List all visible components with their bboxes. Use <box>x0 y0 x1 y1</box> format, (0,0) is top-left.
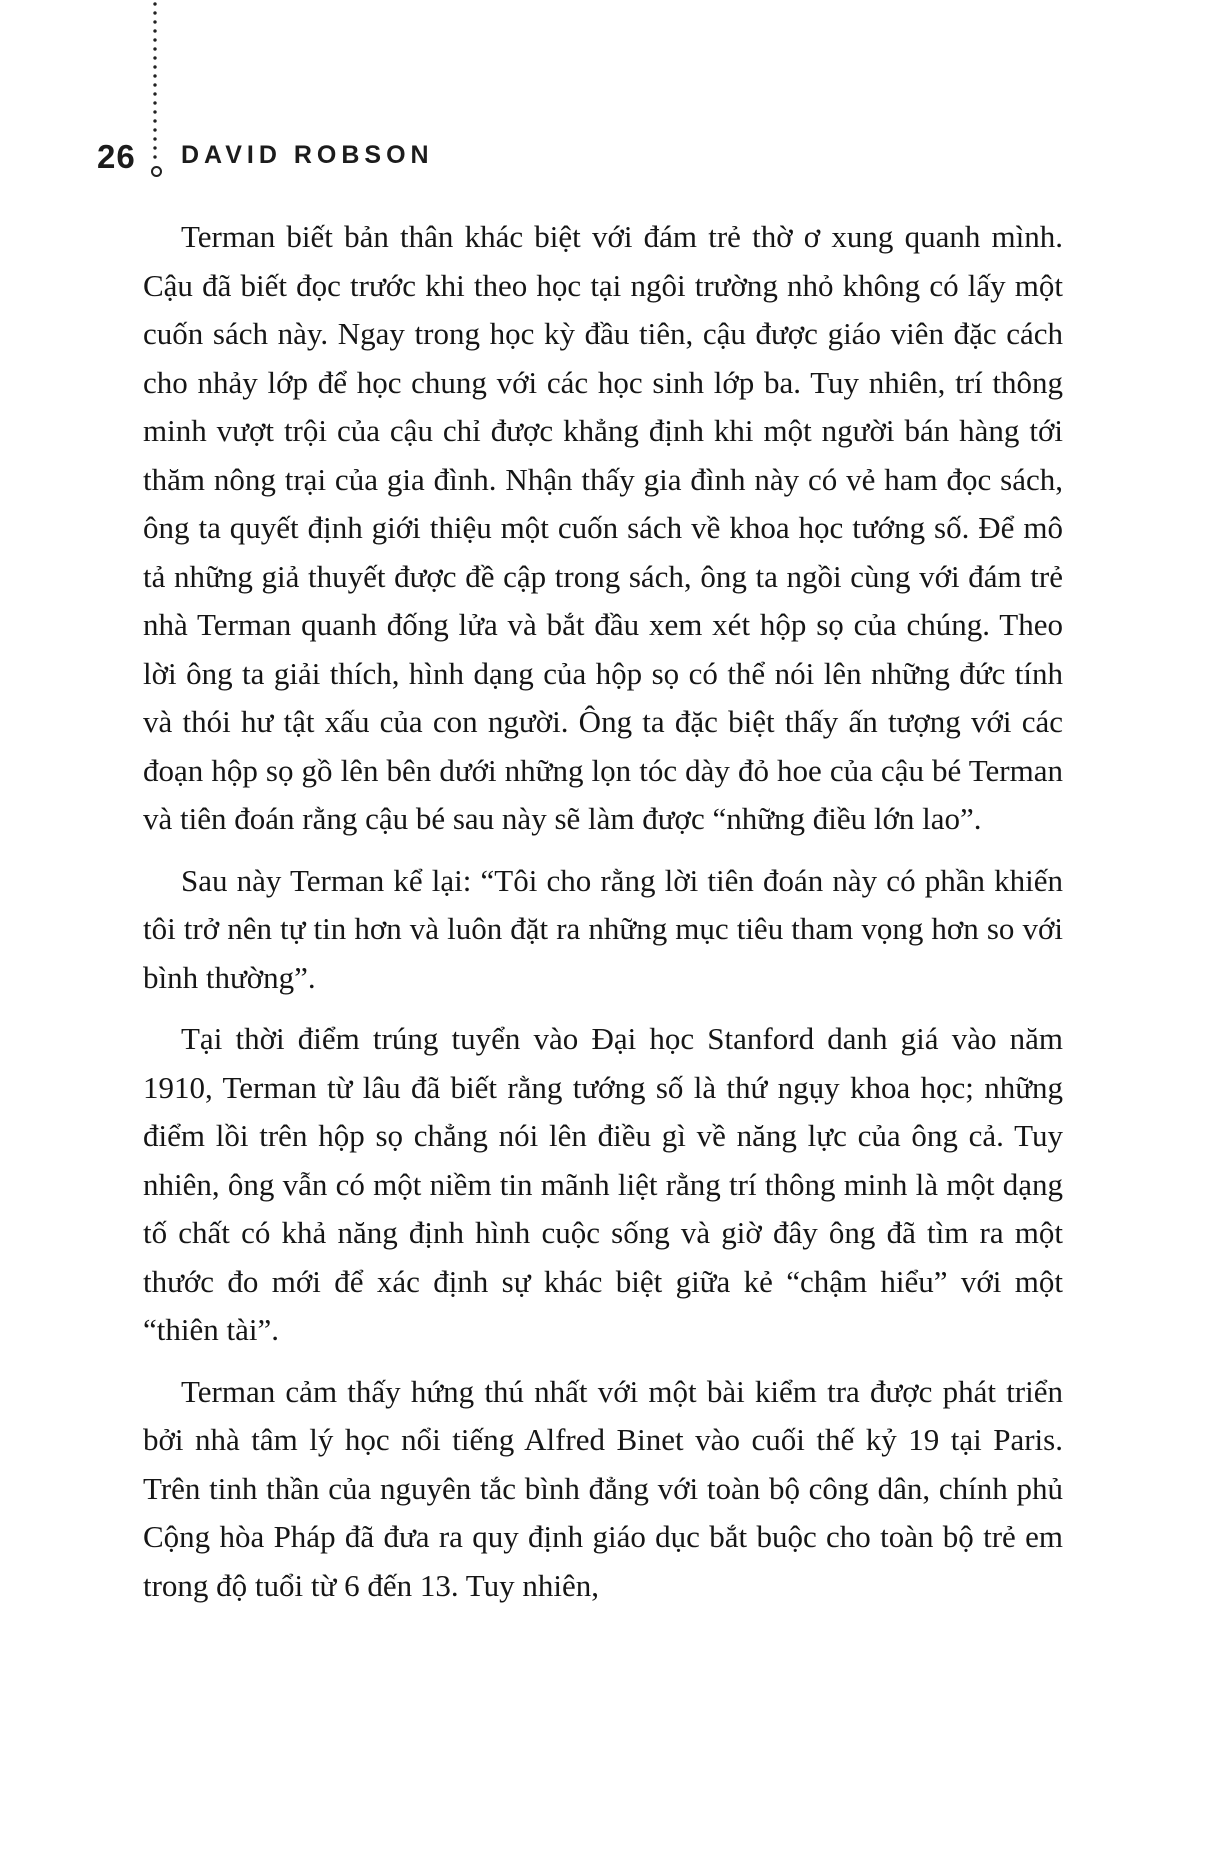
body-text-block <box>143 213 1063 1623</box>
page-number: 26 <box>97 138 136 175</box>
running-head-author: DAVID ROBSON <box>181 141 434 169</box>
dotted-vertical-rule <box>153 0 157 163</box>
paragraph-4: Terman cảm thấy hứng thú nhất với một bài kiểm tra được phát triển bởi nhà tâm lý học nổi tiếng Alfred Binet vào cuối thế kỷ 19 tại Paris. Trên tinh thần của nguyên tắc bình đẳng với toàn bộ công dân, chính phủ Cộng hòa Pháp đã đưa ra quy định giáo dục bắt buộc cho toàn bộ trẻ em trong độ tuổi từ 6 đến 13. Tuy nhiên, <box>143 1373 1063 1603</box>
paragraph-2: Sau này Terman kể lại: “Tôi cho rằng lời tiên đoán này có phần khiến tôi trở nên tự tin hơn và luôn đặt ra những mục tiêu tham vọng hơn so với bình thường”. <box>143 862 1063 995</box>
paragraph-3: Tại thời điểm trúng tuyển vào Đại học Stanford danh giá vào năm 1910, Terman từ lâu đã biết rằng tướng số là thứ ngụy khoa học; những điểm lồi trên hộp sọ chẳng nói lên điều gì về năng lực của ông cả. Tuy nhiên, ông vẫn có một niềm tin mãnh liệt rằng trí thông minh là một dạng tố chất có khả năng định hình cuộc sống và giờ đây ông đã tìm ra một thước đo mới để xác định sự khác biệt giữa kẻ “chậm hiểu” với một “thiên tài”. <box>143 1021 1063 1347</box>
rule-end-circle-icon <box>151 166 162 177</box>
paragraph-1: Terman biết bản thân khác biệt với đám trẻ thờ ơ xung quanh mình. Cậu đã biết đọc trước khi theo học tại ngôi trường nhỏ không có lấy một cuốn sách này. Ngay trong học kỳ đầu tiên, cậu được giáo viên đặc cách cho nhảy lớp để học chung với các học sinh lớp ba. Tuy nhiên, trí thông minh vượt trội của cậu chỉ được khẳng định khi một người bán hàng tới thăm nông trại của gia đình. Nhận thấy gia đình này có vẻ ham đọc sách, ông ta quyết định giới thiệu một cuốn sách về khoa học tướng số. Để mô tả những giả thuyết được đề cập trong sách, ông ta ngồi cùng với đám trẻ nhà Terman quanh đống lửa và bắt đầu xem xét hộp sọ của chúng. Theo lời ông ta giải thích, hình dạng của hộp sọ có thể nói lên những đức tính và thói hư tật xấu của con người. Ông ta đặc biệt thấy ấn tượng với các đoạn hộp sọ gồ lên bên dưới những lọn tóc dày đỏ hoe của cậu bé Terman và tiên đoán rằng cậu bé sau này sẽ làm được “những điều lớn lao”. <box>143 219 1063 836</box>
